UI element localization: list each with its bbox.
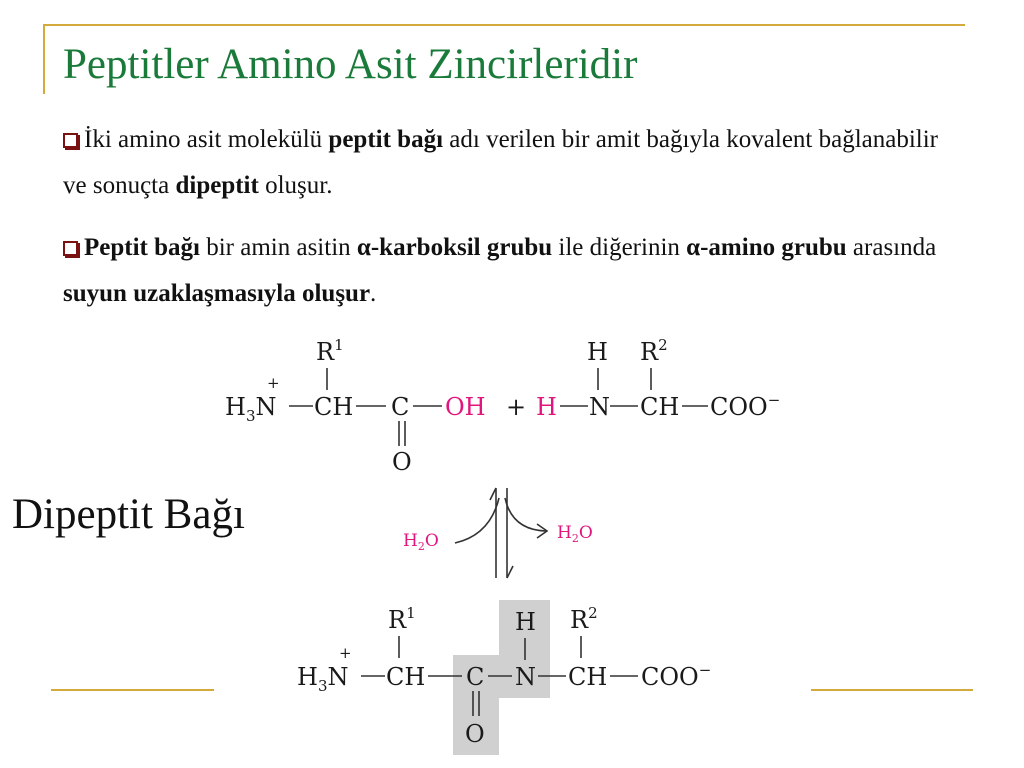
footer-line-left [51,689,214,691]
carbonyl-oxygen: O [392,448,412,476]
reactants [225,336,780,476]
water-in-label: $H_2O$ [403,531,439,553]
footer-line-right [811,689,973,691]
paragraph-2: Peptit bağı bir amin asitin α-karboksil grubu ile diğerinin α-amino grubu arasında suyun uzaklaşmasıyla oluşur. [63,234,937,307]
product-amino-group: $H_3N$ [297,663,349,695]
n-hydrogen: H [587,338,608,366]
product-r1-group: $R^1$ [388,604,416,634]
water-out-label: $H_2O$ [557,523,593,545]
equilibrium-arrows-icon [455,488,547,578]
hydroxyl-group: OH [445,393,486,421]
product-plus-charge: + [339,644,352,662]
amine-hydrogen: H [536,393,557,421]
r2-group: $R^2$ [640,336,668,366]
carbonyl-carbon: C [391,393,410,421]
product-alpha-carbon-1: CH [386,663,426,691]
r1-group: $R^1$ [316,336,344,366]
paragraph-1: İki amino asit molekülü peptit bağı adı verilen bir amit bağıyla kovalent bağlanabilir ve sonuçta dipeptit oluşur. [63,126,939,199]
product-carbonyl-oxygen: O [465,720,485,748]
plus-charge-1: + [267,374,280,392]
product-carbonyl-carbon: C [466,663,485,691]
product-carboxylate: COO− [641,661,712,691]
alpha-carbon-2: CH [640,393,680,421]
product-alpha-carbon-2: CH [568,663,608,691]
carboxylate-group: COO− [710,391,781,421]
product-amide-nitrogen: N [515,663,536,691]
product-r2-group: $R^2$ [570,604,598,634]
dipeptide-bond-label: Dipeptit Bağı [12,491,245,538]
slide-title: Peptitler Amino Asit Zincirleridir [63,41,638,88]
amino-group-1: $H_3N$ [225,393,277,425]
amine-nitrogen: N [589,393,610,421]
plus-sign: + [506,393,527,421]
alpha-carbon-1: CH [314,393,354,421]
product-n-hydrogen: H [515,608,536,636]
